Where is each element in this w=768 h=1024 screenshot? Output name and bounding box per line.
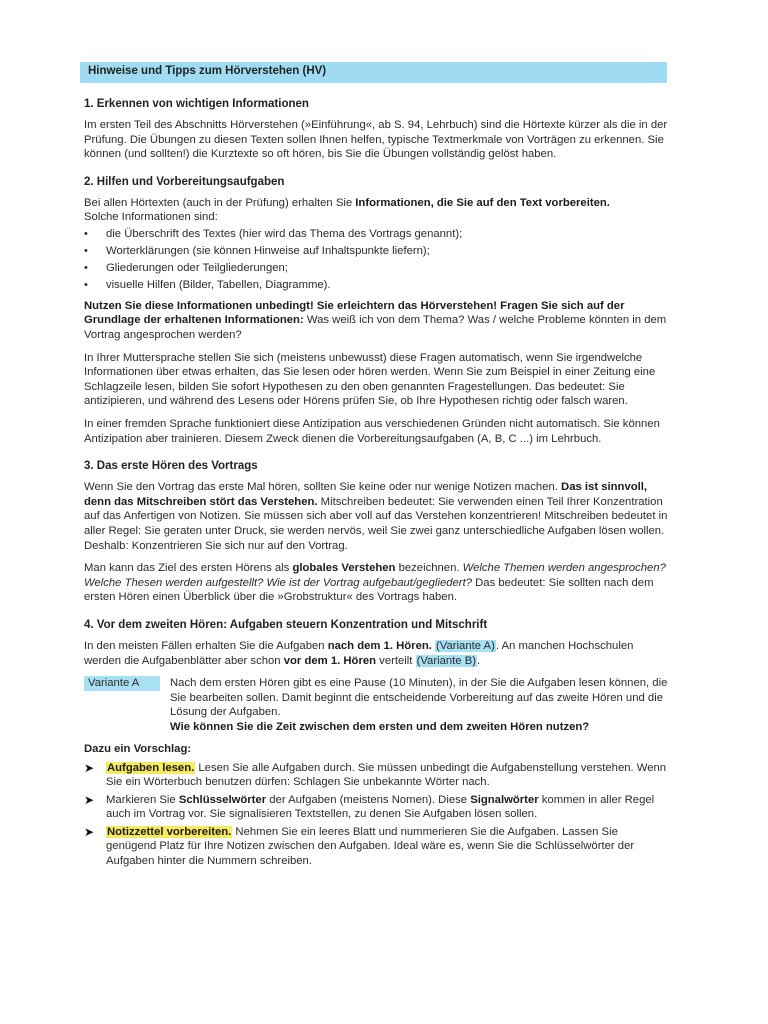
suggestion-heading: Dazu ein Vorschlag:: [84, 742, 192, 755]
section-4: [84, 619, 670, 869]
document-body: [84, 98, 670, 883]
section-2-intro: Bei allen Hörtexten (auch in der Prüfung) erhalten Sie Informationen, die Sie auf den Text vorbereiten. Solche Informationen sind:: [84, 196, 610, 224]
arrow-icon: ➤: [84, 792, 95, 807]
section-3-paragraph-2: Man kann das Ziel des ersten Hörens als globales Verstehen bezeichnen. Welche Themen werden angesprochen? Welche Thesen werden aufgestellt? Wie ist der Vortrag aufgebaut/gegliedert? Das bedeutet: Sie sollten nach dem ersten Hören einen Überblick über die »Grobstruktur« des Vortrags haben.: [84, 562, 666, 604]
document-title: Hinweise und Tipps zum Hörverstehen (HV): [88, 65, 327, 77]
section-3-heading: 3. Das erste Hören des Vortrags: [84, 460, 258, 473]
section-2-paragraph-3: In einer fremden Sprache funktioniert diese Antizipation aus verschiedenen Gründen nicht automatisch. Sie können Antizipation aber trainieren. Diesem Zweck dienen die Vorbereitungsaufgaben (A, B, C ...) im Lehrbuch.: [84, 418, 660, 445]
section-2-emphasis: Nutzen Sie diese Informationen unbedingt! Sie erleichtern das Hörverstehen! Fragen Sie sich auf der Grundlage der erhaltenen Informationen: Was weiß ich von dem Thema? Was / welche Probleme könnten in dem Vortrag angesprochen werden?: [84, 299, 667, 342]
info-list: [84, 227, 670, 293]
title-banner: [80, 62, 667, 83]
variant-a-label: Variante A: [84, 676, 160, 691]
list-item: • die Überschrift des Textes (hier wird das Thema des Vortrags genannt);: [84, 227, 463, 240]
section-3: [84, 460, 670, 605]
list-item: ➤ Notizzettel vorbereiten. Nehmen Sie ein leeres Blatt und nummerieren Sie die Aufgaben. Lassen Sie genügend Platz für Ihre Notizen zwischen den Aufgaben. Ideal wäre es, wenn Sie die Schlüsselwörter der Aufgaben hinter die Nummern schreiben.: [84, 824, 635, 868]
section-4-heading: 4. Vor dem zweiten Hören: Aufgaben steuern Konzentration und Mitschrift: [84, 618, 488, 631]
list-item: ➤ Aufgaben lesen. Lesen Sie alle Aufgaben durch. Sie müssen unbedingt die Aufgabenstellung verstehen. Wenn Sie ein Wörterbuch benutzen dürfen: Schlagen Sie unbekannte Wörter nach.: [84, 760, 667, 789]
section-1-paragraph: Im ersten Teil des Abschnitts Hörverstehen (»Einführung«, ab S. 94, Lehrbuch) sind die Hörtexte kürzer als die in der Prüfung. Die Übungen zu diesen Texten sollen Ihnen helfen, typische Textmerkmale von Vorträgen zu erkennen. Sie können (und sollten!) die Kurztexte so oft hören, bis Sie die Übungen vollständig gelöst haben.: [84, 119, 668, 161]
variant-b-highlight: (Variante B): [416, 654, 477, 667]
arrow-icon: ➤: [84, 760, 95, 775]
arrow-icon: ➤: [84, 824, 95, 839]
section-1-heading: 1. Erkennen von wichtigen Informationen: [84, 98, 309, 110]
list-item: ➤ Markieren Sie Schlüsselwörter der Aufgaben (meistens Nomen). Diese Signalwörter kommen in aller Regel auch im Vortrag vor. Sie signalisieren Textstellen, zu denen Sie Aufgaben lösen sollen.: [84, 792, 655, 821]
list-item: • Gliederungen oder Teilgliederungen;: [84, 262, 288, 275]
section-2: [84, 176, 670, 446]
section-3-paragraph-1: Wenn Sie den Vortrag das erste Mal hören, sollten Sie keine oder nur wenige Notizen machen. Das ist sinnvoll, denn das Mitschreiben stört das Verstehen. Mitschreiben bedeutet: Sie verwenden einen Teil Ihrer Konzentration auf das Anfertigen von Notizen. Sie müssen sich aber voll auf das Verstehen konzentrieren! Mitschreiben bedeutet in aller Regel: Sie geraten unter Druck, sie werden nervös, weil Sie zwei ganz unterschiedliche Aufgaben lösen wollen. Deshalb: Konzentrieren Sie sich nur auf den Vortrag.: [84, 481, 668, 552]
suggestion-list: [84, 761, 670, 869]
variant-a-highlight: (Variante A): [436, 639, 495, 652]
list-item: • visuelle Hilfen (Bilder, Tabellen, Diagramme).: [84, 279, 331, 292]
section-2-paragraph-2: In Ihrer Muttersprache stellen Sie sich (meistens unbewusst) diese Fragen automatisch, wenn Sie irgendwelche Informationen über etwas erhalten, das Sie lesen oder hören werden. Wenn Sie zum Beispiel in einer Zeitung eine Schlagzeile lesen, bilden Sie sofort Hypothesen zu den oben genannten Fragestellungen. Das bedeutet: Sie antizipieren, und während des Lesens oder Hörens prüfen Sie, ob Ihre Hypothesen richtig oder falsch waren.: [84, 351, 656, 408]
section-1: [84, 98, 670, 162]
section-2-heading: 2. Hilfen und Vorbereitungsaufgaben: [84, 175, 285, 188]
variant-a-block: [84, 676, 670, 734]
variant-a-text: Nach dem ersten Hören gibt es eine Pause (10 Minuten), in der Sie die Aufgaben lesen können, die Sie bearbeiten sollen. Damit beginnt die entscheidende Vorbereitung auf das zweite Hören und die Lösung der Aufgaben. Wie können Sie die Zeit zwischen dem ersten und dem zweiten Hören nutzen?: [170, 677, 668, 733]
list-item: • Worterklärungen (sie können Hinweise auf Inhaltspunkte liefern);: [84, 245, 430, 258]
section-4-paragraph-1: In den meisten Fällen erhalten Sie die Aufgaben nach dem 1. Hören. (Variante A). An manchen Hochschulen werden die Aufgabenblätter aber schon vor dem 1. Hören verteilt (Variante B).: [84, 639, 634, 667]
